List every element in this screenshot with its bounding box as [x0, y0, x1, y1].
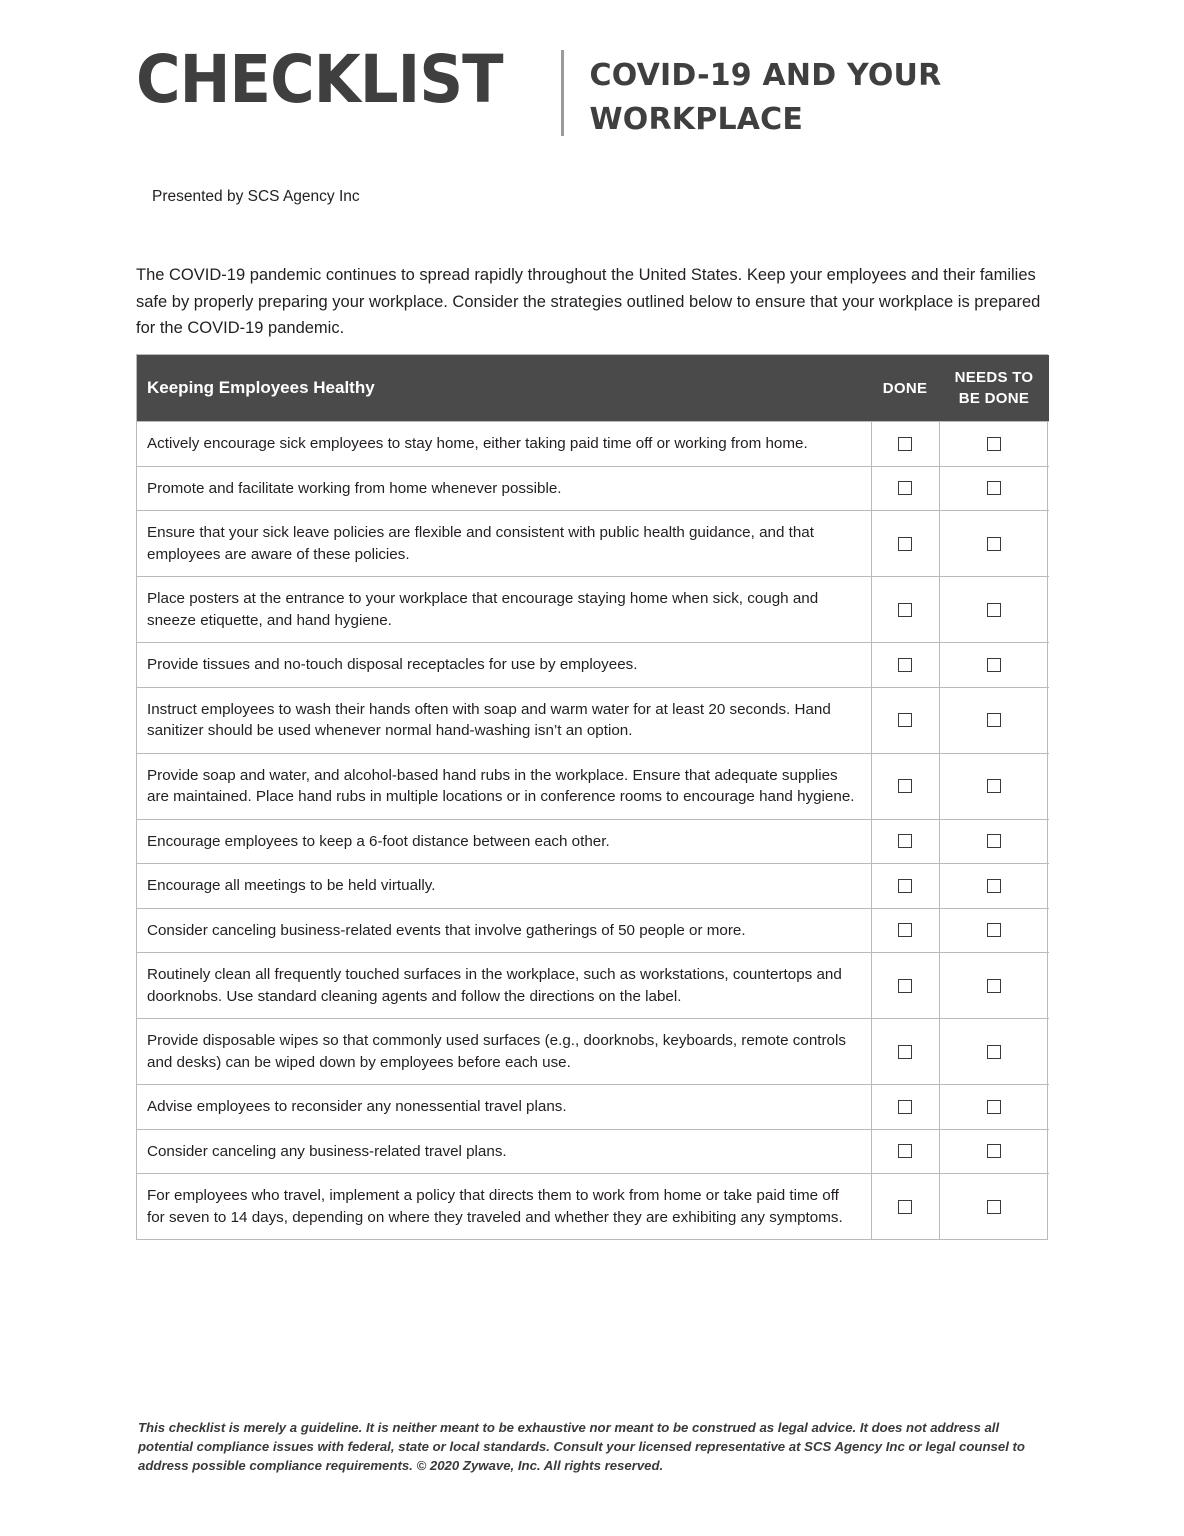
done-cell[interactable] — [871, 643, 939, 688]
task-text: Advise employees to reconsider any nonessential travel plans. — [137, 1085, 871, 1130]
disclaimer-text: This checklist is merely a guideline. It is neither meant to be exhaustive nor meant to be construed as legal advice. It does not address all potential compliance issues with federal, state or local standards. Consult your licensed representative at SCS Agency Inc or legal counsel to address possible compliance requirements. © 2020 Zywave, Inc. All rights reserved. — [138, 1420, 1025, 1473]
checkbox-needs-to-be-done[interactable] — [987, 603, 1001, 617]
checklist-table-container — [136, 354, 1048, 1240]
done-cell[interactable] — [871, 1085, 939, 1130]
table-row — [137, 466, 1049, 511]
task-text: Encourage all meetings to be held virtually. — [137, 864, 871, 909]
checkbox-needs-to-be-done[interactable] — [987, 1100, 1001, 1114]
table-row — [137, 819, 1049, 864]
needs-cell[interactable] — [939, 466, 1049, 511]
done-cell[interactable] — [871, 753, 939, 819]
checkbox-needs-to-be-done[interactable] — [987, 481, 1001, 495]
needs-cell[interactable] — [939, 1019, 1049, 1085]
page-title: CHECKLIST — [136, 41, 503, 118]
title-divider — [561, 50, 564, 136]
table-row — [137, 1019, 1049, 1085]
done-cell[interactable] — [871, 466, 939, 511]
needs-label-line1: NEEDS TO — [954, 369, 1034, 386]
task-text: Consider canceling business-related events that involve gatherings of 50 people or more. — [137, 908, 871, 953]
table-row — [137, 422, 1049, 467]
done-cell[interactable] — [871, 577, 939, 643]
checkbox-needs-to-be-done[interactable] — [987, 1045, 1001, 1059]
checkbox-done[interactable] — [898, 1045, 912, 1059]
intro-paragraph: The COVID-19 pandemic continues to spread rapidly throughout the United States. Keep your employees and their families safe by properly preparing your workplace. Consider the strategies outlined below to ensure that your workplace is prepared for the COVID-19 pandemic. — [136, 266, 1041, 337]
checkbox-done[interactable] — [898, 658, 912, 672]
task-text: Provide disposable wipes so that commonly used surfaces (e.g., doorknobs, keyboards, remote controls and desks) can be wiped down by employees before each use. — [137, 1019, 871, 1085]
done-cell[interactable] — [871, 908, 939, 953]
checkbox-done[interactable] — [898, 537, 912, 551]
column-header-done: DONE — [871, 355, 939, 422]
task-text: Promote and facilitate working from home whenever possible. — [137, 466, 871, 511]
needs-cell[interactable] — [939, 422, 1049, 467]
checkbox-done[interactable] — [898, 713, 912, 727]
done-cell[interactable] — [871, 819, 939, 864]
task-text: For employees who travel, implement a policy that directs them to work from home or take paid time off for seven to 14 days, depending on where they traveled and whether they are exhibiting any symptoms. — [137, 1174, 871, 1240]
checkbox-done[interactable] — [898, 481, 912, 495]
needs-cell[interactable] — [939, 1174, 1049, 1240]
task-text: Instruct employees to wash their hands often with soap and warm water for at least 20 seconds. Hand sanitizer should be used whenever normal hand-washing isn’t an option. — [137, 687, 871, 753]
checklist-table — [137, 355, 1049, 1239]
page-subtitle: COVID-19 AND YOUR WORKPLACE — [589, 58, 942, 137]
needs-cell[interactable] — [939, 1129, 1049, 1174]
checkbox-needs-to-be-done[interactable] — [987, 879, 1001, 893]
task-text: Routinely clean all frequently touched surfaces in the workplace, such as workstations, countertops and doorknobs. Use standard cleaning agents and follow the directions on the label. — [137, 953, 871, 1019]
checkbox-done[interactable] — [898, 1100, 912, 1114]
table-row — [137, 908, 1049, 953]
table-row — [137, 577, 1049, 643]
checkbox-done[interactable] — [898, 603, 912, 617]
checkbox-done[interactable] — [898, 437, 912, 451]
checkbox-done[interactable] — [898, 779, 912, 793]
table-row — [137, 1085, 1049, 1130]
checkbox-done[interactable] — [898, 879, 912, 893]
table-row — [137, 753, 1049, 819]
checkbox-done[interactable] — [898, 1200, 912, 1214]
done-cell[interactable] — [871, 953, 939, 1019]
needs-cell[interactable] — [939, 643, 1049, 688]
checkbox-needs-to-be-done[interactable] — [987, 779, 1001, 793]
checkbox-done[interactable] — [898, 923, 912, 937]
done-cell[interactable] — [871, 1129, 939, 1174]
table-row — [137, 1129, 1049, 1174]
presented-by: Presented by SCS Agency Inc — [152, 188, 360, 205]
needs-label-line2: BE DONE — [958, 390, 1030, 407]
task-text: Actively encourage sick employees to stay home, either taking paid time off or working from home. — [137, 422, 871, 467]
checkbox-needs-to-be-done[interactable] — [987, 437, 1001, 451]
table-row — [137, 1174, 1049, 1240]
document-header — [136, 41, 1056, 142]
checkbox-done[interactable] — [898, 1144, 912, 1158]
checkbox-needs-to-be-done[interactable] — [987, 923, 1001, 937]
needs-cell[interactable] — [939, 864, 1049, 909]
done-cell[interactable] — [871, 864, 939, 909]
table-row — [137, 687, 1049, 753]
needs-cell[interactable] — [939, 687, 1049, 753]
done-cell[interactable] — [871, 422, 939, 467]
needs-cell[interactable] — [939, 511, 1049, 577]
done-cell[interactable] — [871, 1174, 939, 1240]
checkbox-done[interactable] — [898, 979, 912, 993]
checkbox-needs-to-be-done[interactable] — [987, 537, 1001, 551]
needs-cell[interactable] — [939, 953, 1049, 1019]
done-cell[interactable] — [871, 687, 939, 753]
task-text: Place posters at the entrance to your workplace that encourage staying home when sick, cough and sneeze etiquette, and hand hygiene. — [137, 577, 871, 643]
needs-cell[interactable] — [939, 753, 1049, 819]
checklist-table-header — [137, 355, 1049, 422]
checklist-table-body — [137, 422, 1049, 1240]
needs-cell[interactable] — [939, 577, 1049, 643]
needs-cell[interactable] — [939, 819, 1049, 864]
table-row — [137, 643, 1049, 688]
checkbox-needs-to-be-done[interactable] — [987, 658, 1001, 672]
needs-cell[interactable] — [939, 908, 1049, 953]
table-row — [137, 511, 1049, 577]
checkbox-needs-to-be-done[interactable] — [987, 713, 1001, 727]
needs-cell[interactable] — [939, 1085, 1049, 1130]
task-text: Encourage employees to keep a 6-foot distance between each other. — [137, 819, 871, 864]
checkbox-needs-to-be-done[interactable] — [987, 979, 1001, 993]
checkbox-needs-to-be-done[interactable] — [987, 1200, 1001, 1214]
done-cell[interactable] — [871, 511, 939, 577]
table-row — [137, 953, 1049, 1019]
task-text: Provide tissues and no-touch disposal receptacles for use by employees. — [137, 643, 871, 688]
task-text: Consider canceling any business-related travel plans. — [137, 1129, 871, 1174]
table-row — [137, 864, 1049, 909]
column-header-task: Keeping Employees Healthy — [137, 355, 871, 422]
checkbox-done[interactable] — [898, 834, 912, 848]
done-cell[interactable] — [871, 1019, 939, 1085]
task-text: Ensure that your sick leave policies are flexible and consistent with public health guidance, and that employees are aware of these policies. — [137, 511, 871, 577]
checkbox-needs-to-be-done[interactable] — [987, 834, 1001, 848]
checkbox-needs-to-be-done[interactable] — [987, 1144, 1001, 1158]
column-header-needs-to-be-done — [939, 355, 1049, 422]
task-text: Provide soap and water, and alcohol-based hand rubs in the workplace. Ensure that adequate supplies are maintained. Place hand rubs in multiple locations or in conference rooms to encourage hand hygiene. — [137, 753, 871, 819]
